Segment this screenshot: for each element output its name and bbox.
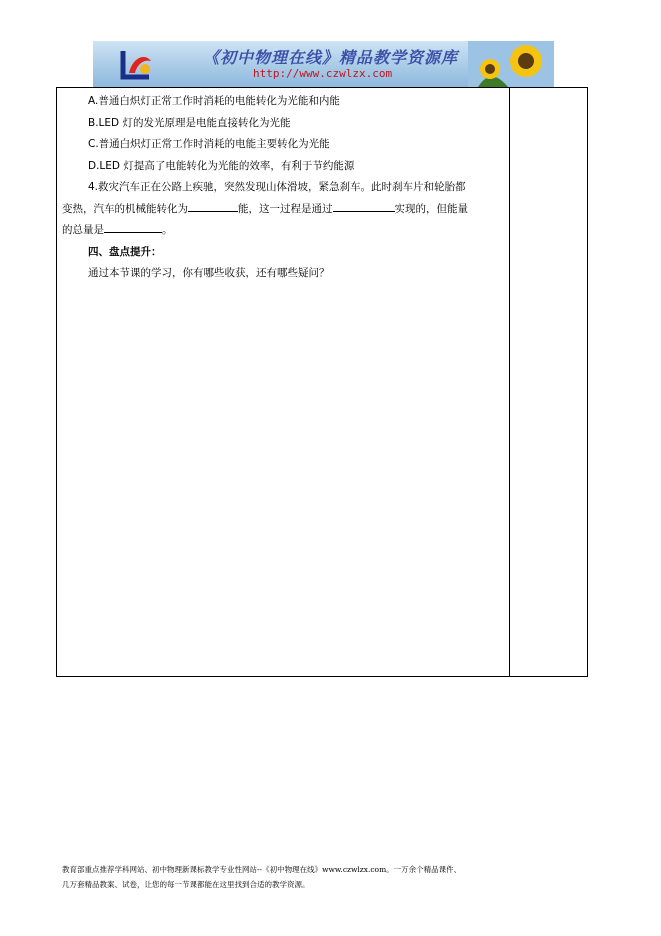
sunflower-image: [468, 41, 554, 87]
question-4-line-1: 4.救灾汽车正在公路上疾驰，突然发现山体滑坡，紧急刹车。此时刹车片和轮胎都: [88, 181, 466, 193]
page-footer: [62, 862, 602, 892]
footer-line-2: 几万套精品教案、试卷，让您的每一节课都能在这里找到合适的教学资源。: [62, 880, 310, 889]
table-column-divider: [509, 87, 510, 677]
q4-text-c: 实现的，但能量: [394, 202, 468, 215]
footer-line-1: 教育部重点推荐学科网站、初中物理新课标教学专业性网站--《初中物理在线》www.czwlzx.com。一万余个精品课件、: [62, 865, 462, 874]
logo-icon: [115, 47, 157, 83]
option-a: A.普通白炽灯正常工作时消耗的电能转化为光能和内能: [88, 95, 340, 107]
option-d: D.LED 灯提高了电能转化为光能的效率，有利于节约能源: [88, 159, 355, 172]
answer-blank-3[interactable]: [104, 220, 162, 233]
q4-text-d: 的总量是: [62, 224, 104, 236]
q4-text-b: 能，这一过程是通过: [238, 202, 333, 215]
question-4-line-2: [62, 199, 507, 221]
section-4-prompt: 通过本节课的学习，你有哪些收获，还有哪些疑问？: [88, 267, 330, 279]
option-c: C.普通白炽灯正常工作时消耗的电能主要转化为光能: [88, 138, 330, 150]
main-content: [62, 91, 507, 285]
answer-blank-2[interactable]: [333, 199, 395, 212]
q4-text-a: 变热，汽车的机械能转化为: [62, 202, 188, 215]
section-4-heading: 四、盘点提升：: [88, 245, 162, 258]
banner-title: 《初中物理在线》精品教学资源库: [203, 48, 459, 67]
option-b: B.LED 灯的发光原理是电能直接转化为光能: [88, 116, 291, 129]
answer-blank-1[interactable]: [188, 199, 238, 212]
header-banner: [93, 41, 554, 87]
banner-url: http://www.czwlzx.com: [253, 67, 393, 80]
question-4-line-3: [62, 220, 507, 242]
q4-text-e: 。: [162, 224, 173, 236]
